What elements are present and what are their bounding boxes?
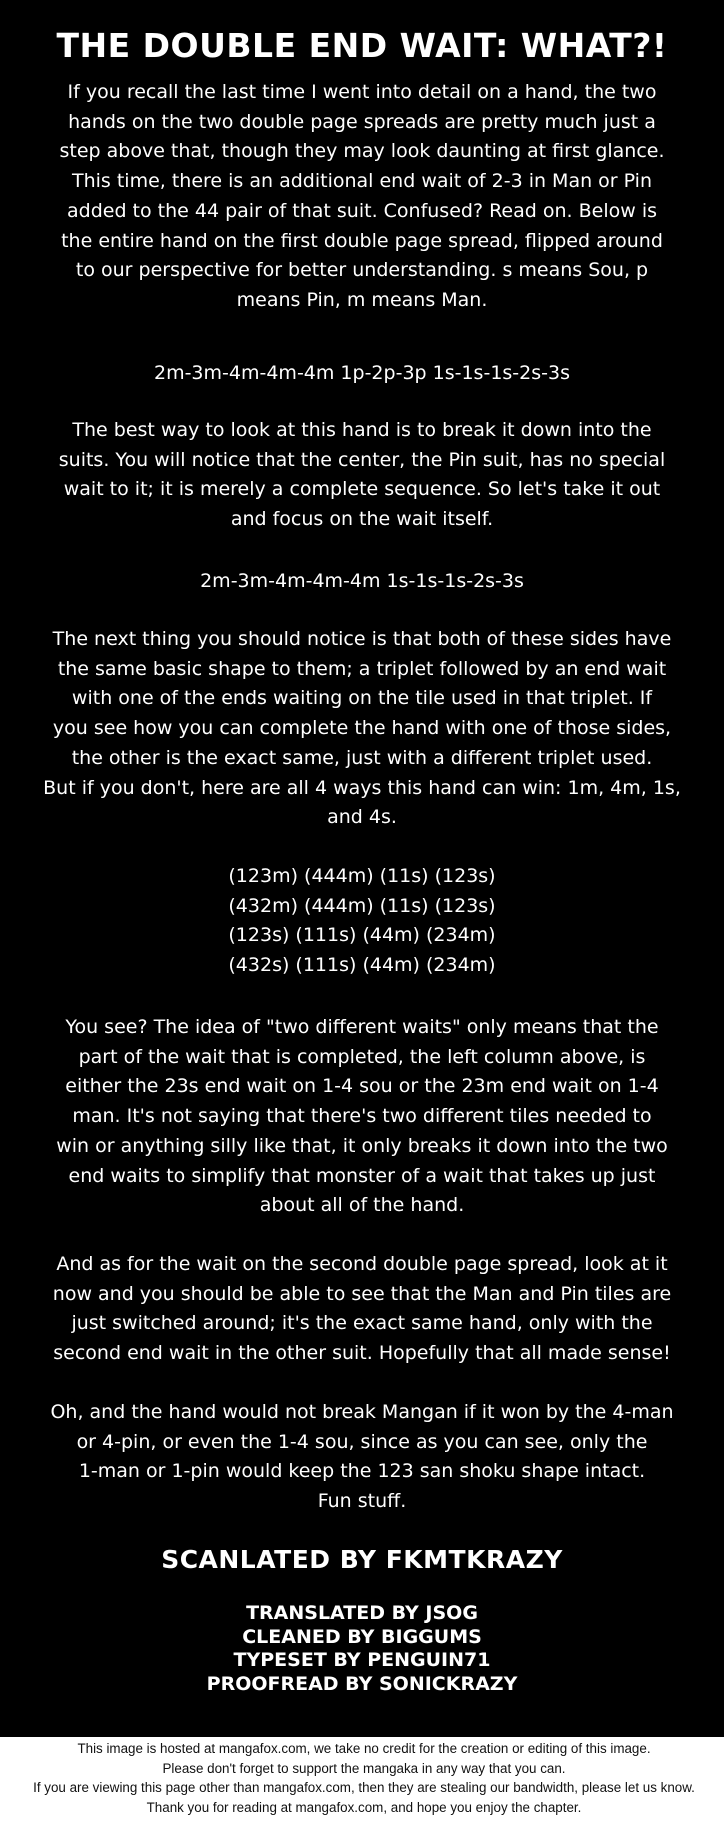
text-line: suits. You will notice that the center, the Pin suit, has no special xyxy=(58,448,666,471)
winning-combinations xyxy=(40,862,684,981)
text-line: to our perspective for better understanding. s means Sou, p xyxy=(75,259,649,282)
text-line: or 4-pin, or even the 1-4 sou, since as you can see, only the xyxy=(76,1430,648,1453)
panel-edge xyxy=(724,0,728,1737)
text-line: means Pin, m means Man. xyxy=(236,288,488,311)
text-line: end waits to simplify that monster of a wait that takes up just xyxy=(68,1164,656,1187)
text-line: man. It's not saying that there's two different tiles needed to xyxy=(72,1105,652,1128)
text-line: either the 23s end wait on 1-4 sou or the 23m end wait on 1-4 xyxy=(65,1075,659,1098)
scanlation-credit: SCANLATED BY FKMTKRAZY xyxy=(161,1545,563,1574)
text-line: win or anything silly like that, it only breaks it down into the two xyxy=(56,1134,668,1157)
text-line: step above that, though they may look daunting at first glance. xyxy=(59,140,665,163)
notice-line: If you are viewing this page other than mangafox.com, then they are stealing our bandwidth, please let us know. xyxy=(33,1780,695,1796)
text-line: (123m) (444m) (11s) (123s) xyxy=(228,865,496,887)
text-line: (432s) (111s) (44m) (234m) xyxy=(228,954,496,977)
hand-full xyxy=(40,359,684,389)
text-line: the other is the exact same, just with a different triplet used. xyxy=(71,746,653,769)
credit-line: PROOFREAD BY SONICKRAZY xyxy=(206,1672,518,1695)
text-line: 1-man or 1-pin would keep the 123 san shoku shape intact. xyxy=(78,1460,646,1483)
text-line: If you recall the last time I went into detail on a hand, the two xyxy=(67,81,657,103)
text-line: you see how you can complete the hand with one of those sides, xyxy=(52,717,672,740)
text-line: wait to it; it is merely a complete sequence. So let's take it out xyxy=(63,478,661,501)
text-line: You see? The idea of "two different waits" only means that the xyxy=(65,1016,659,1038)
credit-line: TRANSLATED BY JSOG xyxy=(246,1602,478,1624)
text-line: hands on the two double page spreads are pretty much just a xyxy=(68,110,656,133)
hand-reduced xyxy=(40,567,684,597)
paragraph-intro xyxy=(40,78,684,316)
text-line: And as for the wait on the second double page spread, look at it xyxy=(56,1253,668,1275)
page-title: THE DOUBLE END WAIT: WHAT?! xyxy=(56,26,668,65)
text-line: the entire hand on the first double page spread, flipped around xyxy=(61,229,663,252)
notice-line: This image is hosted at mangafox.com, we take no credit for the creation or editing of this image. xyxy=(77,1741,651,1756)
text-line: about all of the hand. xyxy=(259,1194,465,1217)
notice-line: Thank you for reading at mangafox.com, and hope you enjoy the chapter. xyxy=(146,1799,582,1815)
hosting-notice xyxy=(0,1739,728,1827)
text-line: (432m) (444m) (11s) (123s) xyxy=(228,894,496,917)
text-line: The best way to look at this hand is to break it down into the xyxy=(72,419,652,441)
credit-line: CLEANED BY BIGGUMS xyxy=(242,1625,482,1648)
text-line: (123s) (111s) (44m) (234m) xyxy=(228,924,496,947)
text-line: second end wait in the other suit. Hopefully that all made sense! xyxy=(53,1342,671,1365)
paragraph-shape xyxy=(40,625,684,833)
text-line: But if you don't, here are all 4 ways this hand can win: 1m, 4m, 1s, xyxy=(43,776,681,799)
paragraph-second-spread xyxy=(40,1250,684,1369)
text-line: part of the wait that is completed, the left column above, is xyxy=(78,1045,646,1068)
credit-line: TYPESET BY PENGUIN71 xyxy=(233,1649,491,1671)
text-line: Oh, and the hand would not break Mangan if it won by the 4-man xyxy=(50,1401,674,1423)
text-line: with one of the ends waiting on the tile used in that triplet. If xyxy=(71,687,653,710)
text-line: The next thing you should notice is that both of these sides have xyxy=(52,628,672,650)
text-line: This time, there is an additional end wait of 2-3 in Man or Pin xyxy=(71,170,653,193)
text-line: just switched around; it's the exact same hand, only with the xyxy=(71,1312,653,1335)
text-line: and focus on the wait itself. xyxy=(230,508,494,531)
staff-credits xyxy=(0,1602,724,1696)
notice-line: Please don't forget to support the mangaka in any way that you can. xyxy=(162,1760,566,1776)
text-line: and 4s. xyxy=(327,806,397,829)
text-line: 2m-3m-4m-4m-4m 1p-2p-3p 1s-1s-1s-2s-3s xyxy=(153,362,570,384)
paragraph-mangan xyxy=(40,1398,684,1517)
paragraph-explain xyxy=(40,1013,684,1221)
text-line: added to the 44 pair of that suit. Confused? Read on. Below is xyxy=(66,199,657,222)
paragraph-breakdown xyxy=(40,416,684,535)
text-line: now and you should be able to see that the Man and Pin tiles are xyxy=(52,1282,672,1305)
text-line: the same basic shape to them; a triplet followed by an end wait xyxy=(57,657,667,680)
text-line: Fun stuff. xyxy=(317,1490,407,1513)
text-line: 2m-3m-4m-4m-4m 1s-1s-1s-2s-3s xyxy=(200,570,524,592)
